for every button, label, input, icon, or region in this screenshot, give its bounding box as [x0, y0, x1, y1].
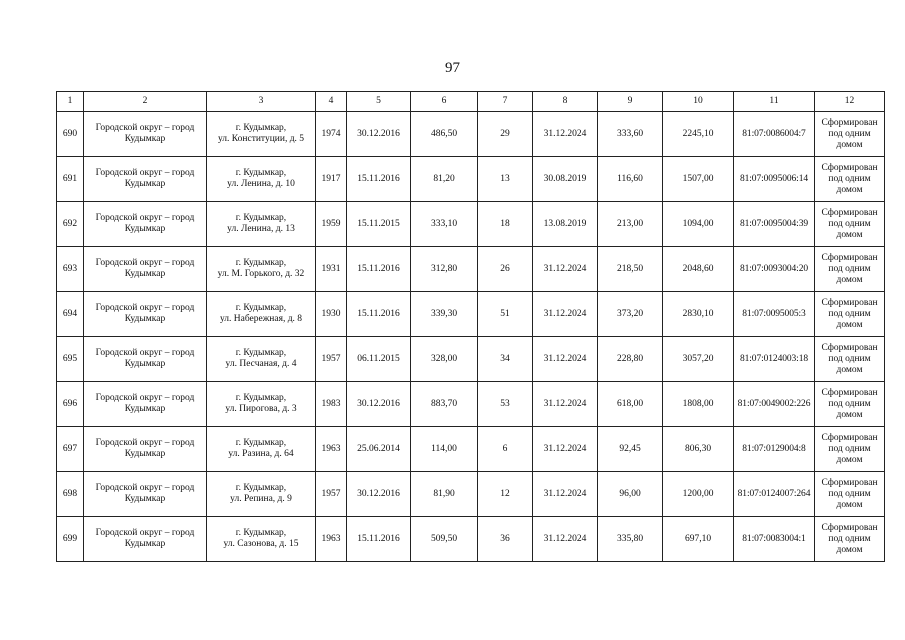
status-line: домом	[836, 544, 863, 555]
status-line: Сформирован	[821, 207, 878, 218]
date-cell: 15.11.2016	[347, 517, 411, 562]
address-cell	[207, 157, 316, 202]
status-line: домом	[836, 184, 863, 195]
address-cell	[207, 472, 316, 517]
table-row	[57, 292, 885, 337]
count-cell: 13	[478, 157, 533, 202]
address-line: г. Кудымкар,	[235, 123, 287, 133]
area-cell: 96,00	[598, 472, 663, 517]
area-cell: 92,45	[598, 427, 663, 472]
area-cell: 1808,00	[663, 382, 734, 427]
count-cell: 6	[478, 427, 533, 472]
municipality-cell	[84, 517, 207, 562]
address-line: ул. Разина, д. 64	[228, 449, 294, 459]
address-cell	[207, 427, 316, 472]
status-line: под одним	[828, 398, 871, 409]
row-number: 698	[57, 472, 84, 517]
status-cell	[815, 112, 885, 157]
count-cell: 51	[478, 292, 533, 337]
status-line: под одним	[828, 173, 871, 184]
status-line: под одним	[828, 128, 871, 139]
table-row	[57, 427, 885, 472]
status-line: домом	[836, 139, 863, 150]
area-cell: 335,80	[598, 517, 663, 562]
address-line: ул. Ленина, д. 10	[227, 179, 295, 189]
date-cell: 15.11.2016	[347, 157, 411, 202]
address-cell	[207, 112, 316, 157]
municipality-cell	[84, 202, 207, 247]
address-line: ул. Конституции, д. 5	[217, 134, 305, 144]
status-line: под одним	[828, 263, 871, 274]
cadastral-number-cell: 81:07:0124007:264	[734, 472, 815, 517]
status-line: домом	[836, 229, 863, 240]
area-cell: 333,10	[411, 202, 478, 247]
status-cell	[815, 337, 885, 382]
date-cell: 30.12.2016	[347, 472, 411, 517]
status-line: домом	[836, 364, 863, 375]
municipality-line: Городской округ – город	[95, 168, 195, 178]
year-cell: 1963	[316, 427, 347, 472]
area-cell: 697,10	[663, 517, 734, 562]
column-header: 6	[411, 92, 478, 112]
count-cell: 18	[478, 202, 533, 247]
table-row	[57, 337, 885, 382]
column-header: 5	[347, 92, 411, 112]
municipality-line: Городской округ – город	[95, 213, 195, 223]
area-cell: 509,50	[411, 517, 478, 562]
column-header: 10	[663, 92, 734, 112]
cadastral-number-cell: 81:07:0095004:39	[734, 202, 815, 247]
address-cell	[207, 517, 316, 562]
date-cell: 15.11.2016	[347, 247, 411, 292]
area-cell: 373,20	[598, 292, 663, 337]
row-number: 696	[57, 382, 84, 427]
status-cell	[815, 472, 885, 517]
status-line: под одним	[828, 353, 871, 364]
date-cell: 30.12.2016	[347, 382, 411, 427]
area-cell: 333,60	[598, 112, 663, 157]
area-cell: 116,60	[598, 157, 663, 202]
municipality-line: Кудымкар	[124, 359, 166, 369]
date-cell: 31.12.2024	[533, 382, 598, 427]
table-row	[57, 112, 885, 157]
column-header: 7	[478, 92, 533, 112]
municipality-cell	[84, 382, 207, 427]
address-line: г. Кудымкар,	[235, 438, 287, 448]
address-cell	[207, 382, 316, 427]
status-line: домом	[836, 274, 863, 285]
date-cell: 15.11.2015	[347, 202, 411, 247]
municipality-cell	[84, 157, 207, 202]
municipality-line: Кудымкар	[124, 179, 166, 189]
column-header: 1	[57, 92, 84, 112]
row-number: 691	[57, 157, 84, 202]
area-cell: 218,50	[598, 247, 663, 292]
status-cell	[815, 247, 885, 292]
address-line: ул. Ленина, д. 13	[227, 224, 295, 234]
count-cell: 29	[478, 112, 533, 157]
year-cell: 1931	[316, 247, 347, 292]
cadastral-number-cell: 81:07:0049002:226	[734, 382, 815, 427]
date-cell: 31.12.2024	[533, 292, 598, 337]
area-cell: 618,00	[598, 382, 663, 427]
area-cell: 312,80	[411, 247, 478, 292]
area-cell: 2830,10	[663, 292, 734, 337]
municipality-line: Кудымкар	[124, 314, 166, 324]
municipality-line: Городской округ – город	[95, 258, 195, 268]
area-cell: 1094,00	[663, 202, 734, 247]
area-cell: 883,70	[411, 382, 478, 427]
date-cell: 31.12.2024	[533, 517, 598, 562]
status-line: под одним	[828, 218, 871, 229]
status-line: Сформирован	[821, 297, 878, 308]
date-cell: 06.11.2015	[347, 337, 411, 382]
status-cell	[815, 427, 885, 472]
year-cell: 1983	[316, 382, 347, 427]
municipality-cell	[84, 292, 207, 337]
status-line: домом	[836, 409, 863, 420]
column-header: 8	[533, 92, 598, 112]
status-line: Сформирован	[821, 117, 878, 128]
municipality-line: Городской округ – город	[95, 123, 195, 133]
year-cell: 1974	[316, 112, 347, 157]
year-cell: 1930	[316, 292, 347, 337]
address-cell	[207, 292, 316, 337]
cadastral-number-cell: 81:07:0093004:20	[734, 247, 815, 292]
registry-table	[56, 91, 885, 562]
address-cell	[207, 202, 316, 247]
row-number: 694	[57, 292, 84, 337]
municipality-line: Городской округ – город	[95, 528, 195, 538]
area-cell: 114,00	[411, 427, 478, 472]
year-cell: 1957	[316, 337, 347, 382]
area-cell: 2245,10	[663, 112, 734, 157]
status-line: Сформирован	[821, 432, 878, 443]
municipality-line: Кудымкар	[124, 449, 166, 459]
area-cell: 339,30	[411, 292, 478, 337]
count-cell: 53	[478, 382, 533, 427]
count-cell: 26	[478, 247, 533, 292]
table-row	[57, 247, 885, 292]
municipality-line: Городской округ – город	[95, 303, 195, 313]
column-header: 3	[207, 92, 316, 112]
status-line: под одним	[828, 308, 871, 319]
date-cell: 30.12.2016	[347, 112, 411, 157]
status-line: под одним	[828, 488, 871, 499]
cadastral-number-cell: 81:07:0095005:3	[734, 292, 815, 337]
address-line: г. Кудымкар,	[235, 258, 287, 268]
area-cell: 81,20	[411, 157, 478, 202]
address-line: г. Кудымкар,	[235, 348, 287, 358]
area-cell: 1200,00	[663, 472, 734, 517]
cadastral-number-cell: 81:07:0124003:18	[734, 337, 815, 382]
municipality-line: Кудымкар	[124, 269, 166, 279]
address-line: ул. Репина, д. 9	[230, 494, 292, 504]
status-cell	[815, 157, 885, 202]
status-line: под одним	[828, 533, 871, 544]
municipality-line: Кудымкар	[124, 539, 166, 549]
address-cell	[207, 247, 316, 292]
municipality-line: Кудымкар	[124, 494, 166, 504]
date-cell: 13.08.2019	[533, 202, 598, 247]
address-line: г. Кудымкар,	[235, 168, 287, 178]
date-cell: 31.12.2024	[533, 427, 598, 472]
municipality-line: Городской округ – город	[95, 438, 195, 448]
address-line: г. Кудымкар,	[235, 303, 287, 313]
cadastral-number-cell: 81:07:0095006:14	[734, 157, 815, 202]
column-header: 12	[815, 92, 885, 112]
area-cell: 328,00	[411, 337, 478, 382]
status-line: домом	[836, 319, 863, 330]
status-line: Сформирован	[821, 342, 878, 353]
count-cell: 34	[478, 337, 533, 382]
count-cell: 36	[478, 517, 533, 562]
date-cell: 25.06.2014	[347, 427, 411, 472]
status-line: домом	[836, 499, 863, 510]
date-cell: 30.08.2019	[533, 157, 598, 202]
year-cell: 1963	[316, 517, 347, 562]
cadastral-number-cell: 81:07:0129004:8	[734, 427, 815, 472]
column-header: 4	[316, 92, 347, 112]
area-cell: 213,00	[598, 202, 663, 247]
address-line: ул. М. Горького, д. 32	[217, 269, 305, 279]
row-number: 699	[57, 517, 84, 562]
row-number: 697	[57, 427, 84, 472]
table-row	[57, 517, 885, 562]
year-cell: 1957	[316, 472, 347, 517]
date-cell: 31.12.2024	[533, 337, 598, 382]
cadastral-number-cell: 81:07:0086004:7	[734, 112, 815, 157]
municipality-line: Городской округ – город	[95, 483, 195, 493]
year-cell: 1917	[316, 157, 347, 202]
area-cell: 81,90	[411, 472, 478, 517]
status-line: домом	[836, 454, 863, 465]
status-cell	[815, 292, 885, 337]
municipality-line: Городской округ – город	[95, 348, 195, 358]
address-line: г. Кудымкар,	[235, 213, 287, 223]
address-cell	[207, 337, 316, 382]
status-cell	[815, 202, 885, 247]
table-row	[57, 157, 885, 202]
area-cell: 486,50	[411, 112, 478, 157]
municipality-line: Кудымкар	[124, 404, 166, 414]
status-line: под одним	[828, 443, 871, 454]
date-cell: 31.12.2024	[533, 247, 598, 292]
cadastral-number-cell: 81:07:0083004:1	[734, 517, 815, 562]
count-cell: 12	[478, 472, 533, 517]
area-cell: 806,30	[663, 427, 734, 472]
municipality-cell	[84, 247, 207, 292]
municipality-cell	[84, 472, 207, 517]
status-cell	[815, 517, 885, 562]
row-number: 695	[57, 337, 84, 382]
column-header: 11	[734, 92, 815, 112]
table-row	[57, 202, 885, 247]
area-cell: 1507,00	[663, 157, 734, 202]
status-line: Сформирован	[821, 522, 878, 533]
area-cell: 228,80	[598, 337, 663, 382]
municipality-line: Городской округ – город	[95, 393, 195, 403]
page-number: 97	[445, 60, 460, 76]
year-cell: 1959	[316, 202, 347, 247]
municipality-cell	[84, 112, 207, 157]
municipality-cell	[84, 337, 207, 382]
header-row	[57, 92, 885, 112]
status-line: Сформирован	[821, 162, 878, 173]
row-number: 690	[57, 112, 84, 157]
date-cell: 31.12.2024	[533, 112, 598, 157]
address-line: ул. Набережная, д. 8	[219, 314, 303, 324]
municipality-line: Кудымкар	[124, 134, 166, 144]
date-cell: 31.12.2024	[533, 472, 598, 517]
status-cell	[815, 382, 885, 427]
address-line: ул. Пирогова, д. 3	[225, 404, 297, 414]
address-line: г. Кудымкар,	[235, 483, 287, 493]
address-line: г. Кудымкар,	[235, 393, 287, 403]
date-cell: 15.11.2016	[347, 292, 411, 337]
row-number: 692	[57, 202, 84, 247]
row-number: 693	[57, 247, 84, 292]
status-line: Сформирован	[821, 252, 878, 263]
address-line: ул. Сазонова, д. 15	[223, 539, 299, 549]
area-cell: 3057,20	[663, 337, 734, 382]
status-line: Сформирован	[821, 477, 878, 488]
municipality-line: Кудымкар	[124, 224, 166, 234]
municipality-cell	[84, 427, 207, 472]
table-row	[57, 382, 885, 427]
column-header: 9	[598, 92, 663, 112]
address-line: ул. Песчаная, д. 4	[225, 359, 297, 369]
column-header: 2	[84, 92, 207, 112]
address-line: г. Кудымкар,	[235, 528, 287, 538]
status-line: Сформирован	[821, 387, 878, 398]
table-row	[57, 472, 885, 517]
area-cell: 2048,60	[663, 247, 734, 292]
